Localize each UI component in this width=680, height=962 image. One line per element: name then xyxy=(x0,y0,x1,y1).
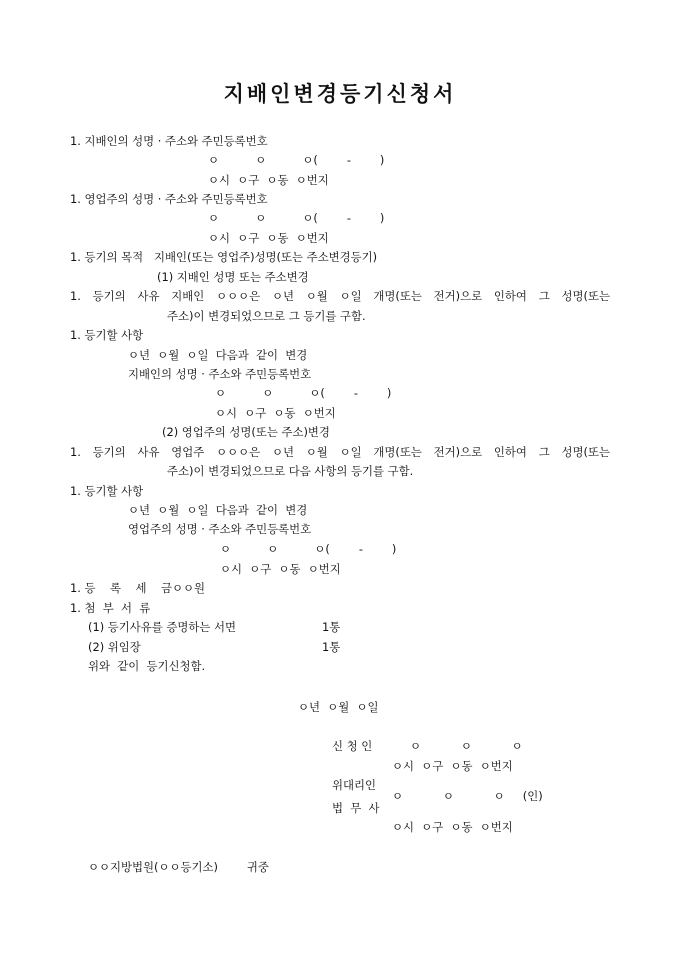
form-line: 1. 등기의 목적 지배인(또는 영업주)성명(또는 주소변경등기) xyxy=(70,250,378,264)
form-line: 1통 xyxy=(322,620,341,634)
form-line: ㅇ시 ㅇ구 ㅇ동 ㅇ번지 xyxy=(208,231,329,245)
form-line: ㅇ ㅇ ㅇ( - ) xyxy=(215,386,392,400)
form-line: 주소)이 변경되었으므로 그 등기를 구함. xyxy=(167,309,366,323)
form-line: ㅇ ㅇ ㅇ( - ) xyxy=(208,153,385,167)
form-line: (2) 위임장 xyxy=(88,640,141,654)
form-line: 1통 xyxy=(322,640,341,654)
form-line: (1) 등기사유를 증명하는 서면 xyxy=(88,620,237,634)
form-line: ㅇ ㅇ ㅇ( - ) xyxy=(220,542,397,556)
form-line: (2) 영업주의 성명(또는 주소)변경 xyxy=(162,425,330,439)
form-line-justified: 1. 등기의 사유 지배인 ㅇㅇㅇ은 ㅇ년 ㅇ월 ㅇ일 개명(또는 전거)으로 인하여 그 성명(또는 xyxy=(70,289,610,303)
form-line: 신 청 인 xyxy=(332,739,373,753)
form-line: ㅇ ㅇ ㅇ (인) xyxy=(392,789,543,803)
form-line: 1. 등기할 사항 xyxy=(70,484,144,498)
form-line: 1. 지배인의 성명 · 주소와 주민등록번호 xyxy=(70,134,268,148)
form-line: ㅇ년 ㅇ월 ㅇ일 xyxy=(298,700,379,714)
form-line: 법 무 사 xyxy=(332,801,380,815)
form-line: 주소)이 변경되었으므로 다음 사항의 등기를 구함. xyxy=(167,464,414,478)
form-line: ㅇㅇ지방법원(ㅇㅇ등기소) 귀중 xyxy=(88,860,269,874)
form-line: ㅇ시 ㅇ구 ㅇ동 ㅇ번지 xyxy=(208,173,329,187)
form-line: 영업주의 성명 · 주소와 주민등록번호 xyxy=(128,522,312,536)
form-line: ㅇ년 ㅇ월 ㅇ일 다음과 같이 변경 xyxy=(128,348,308,362)
form-line: ㅇ시 ㅇ구 ㅇ동 ㅇ번지 xyxy=(215,406,336,420)
form-line: 1. 등기할 사항 xyxy=(70,328,144,342)
form-line: ㅇ시 ㅇ구 ㅇ동 ㅇ번지 xyxy=(392,759,513,773)
form-line: 1. 등 록 세 금ㅇㅇ원 xyxy=(70,581,205,595)
form-line: 위대리인 xyxy=(332,778,377,792)
document-title: 지배인변경등기신청서 xyxy=(223,81,457,106)
form-line: 1. 영업주의 성명 · 주소와 주민등록번호 xyxy=(70,192,268,206)
form-line: ㅇ시 ㅇ구 ㅇ동 ㅇ번지 xyxy=(220,562,341,576)
form-line: ㅇ시 ㅇ구 ㅇ동 ㅇ번지 xyxy=(392,820,513,834)
form-line: ㅇ ㅇ ㅇ xyxy=(410,739,523,753)
form-line: (1) 지배인 성명 또는 주소변경 xyxy=(157,270,309,284)
form-line: ㅇ ㅇ ㅇ( - ) xyxy=(208,211,385,225)
form-line: 지배인의 성명 · 주소와 주민등록번호 xyxy=(128,367,312,381)
form-line: ㅇ년 ㅇ월 ㅇ일 다음과 같이 변경 xyxy=(128,503,308,517)
form-line: 1. 첨 부 서 류 xyxy=(70,601,151,615)
form-line: 위와 같이 등기신청함. xyxy=(88,659,206,673)
form-line-justified: 1. 등기의 사유 영업주 ㅇㅇㅇ은 ㅇ년 ㅇ월 ㅇ일 개명(또는 전거)으로 인하여 그 성명(또는 xyxy=(70,445,610,459)
